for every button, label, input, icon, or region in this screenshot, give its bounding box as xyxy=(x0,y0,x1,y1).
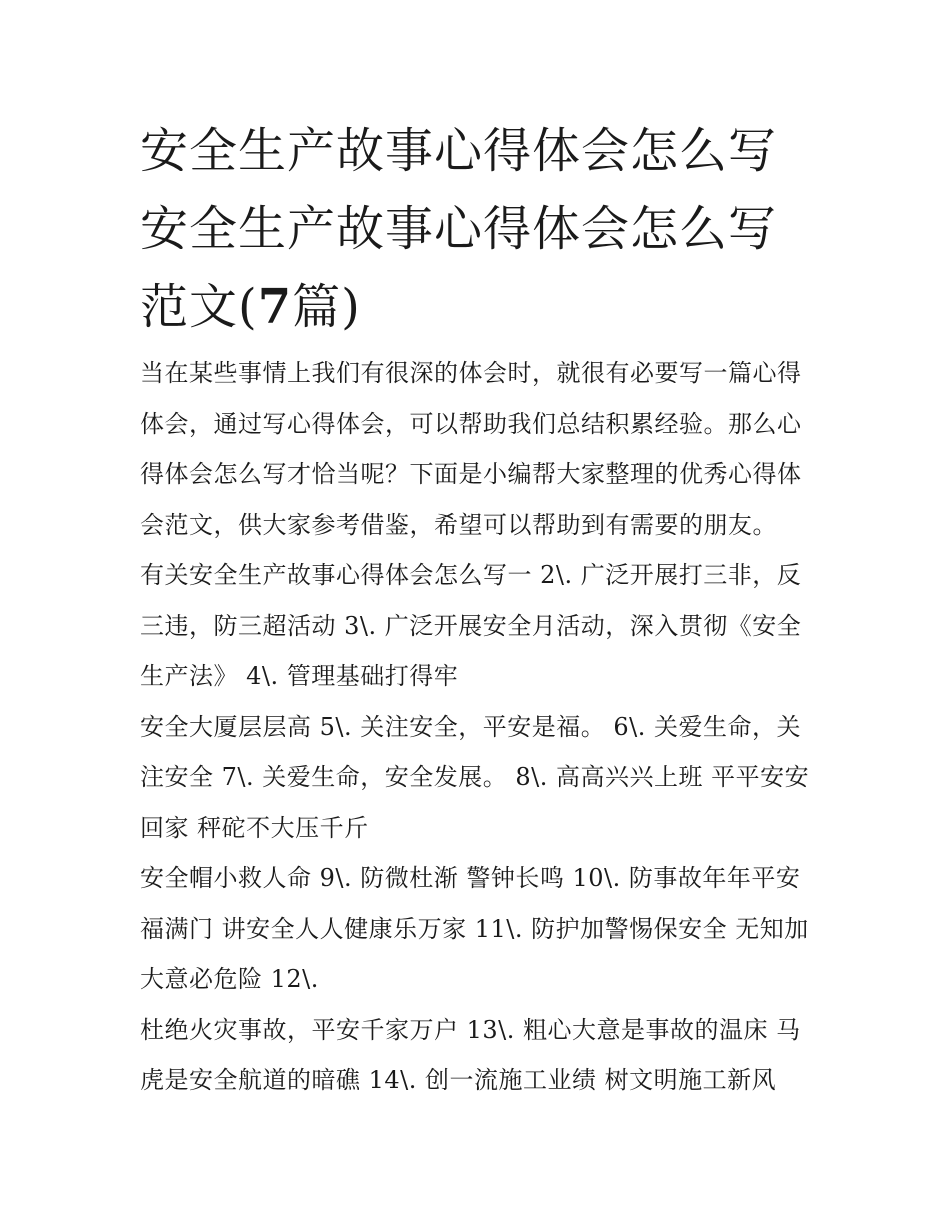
intro-paragraph: 当在某些事情上我们有很深的体会时，就很有必要写一篇心得体会，通过写心得体会，可以帮助我们总结积累经验。那么心得体会怎么写才恰当呢？下面是小编帮大家整理的优秀心得体会范文，供大家参考借鉴，希望可以帮助到有需要的朋友。 xyxy=(140,359,802,539)
body-paragraph: 安全大厦层层高 5\. 关注安全，平安是福。 6\. 关爱生命，关注安全 7\. 关爱生命，安全发展。 8\. 高高兴兴上班 平平安安回家 秤砣不大压千斤 xyxy=(140,712,810,842)
document-title: 安全生产故事心得体会怎么写安全生产故事心得体会怎么写范文(7篇) xyxy=(140,123,778,335)
document-page xyxy=(140,112,815,1106)
title-count: 7 xyxy=(257,279,293,335)
body-paragraph: 有关安全生产故事心得体会怎么写一 2\. 广泛开展打三非，反三违，防三超活动 3\. 广泛开展安全月活动，深入贯彻《安全生产法》 4\. 管理基础打得牢 xyxy=(140,561,802,690)
body-paragraph: 杜绝火灾事故，平安千家万户 13\. 粗心大意是事故的温床 马虎是安全航道的暗礁 14\. 创一流施工业绩 树文明施工新风 xyxy=(140,1015,801,1094)
body-paragraph: 安全帽小救人命 9\. 防微杜渐 警钟长鸣 10\. 防事故年年平安福满门 讲安全人人健康乐万家 11\. 防护加警惕保安全 无知加大意必危险 12\. xyxy=(140,864,809,993)
